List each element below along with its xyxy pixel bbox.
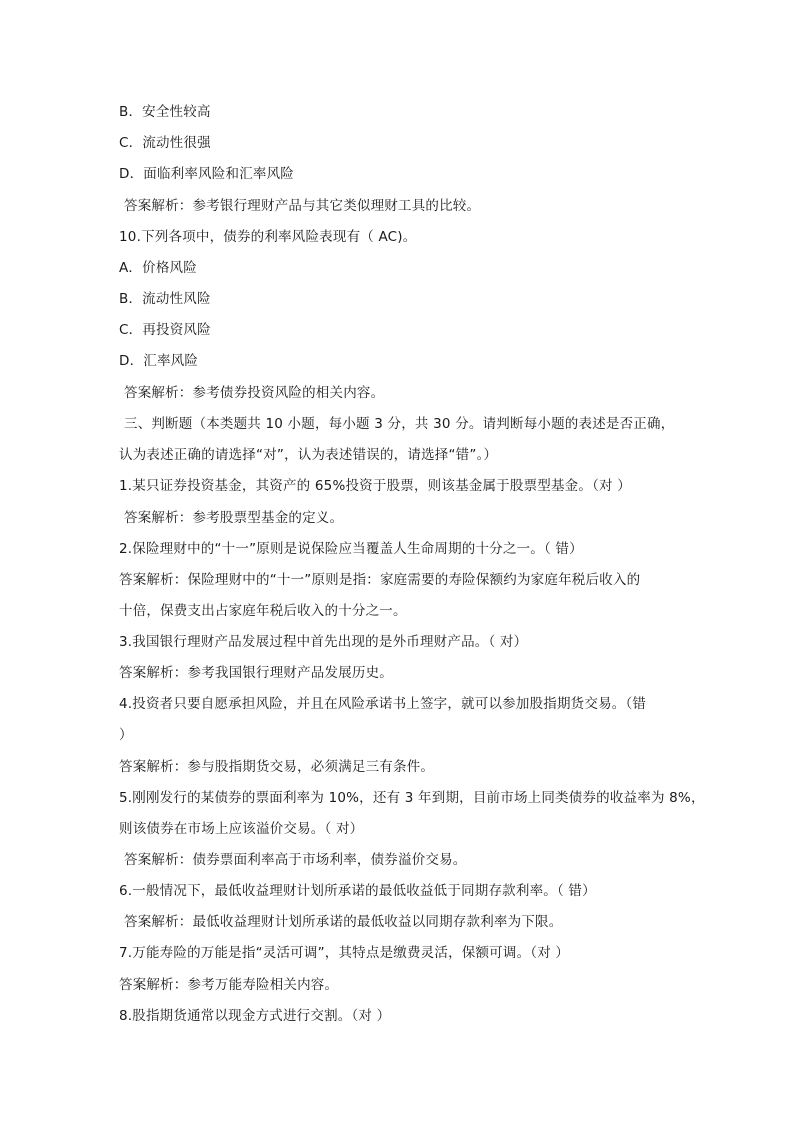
judgment-question-6: 6.一般情况下，最低收益理财计划所承诺的最低收益低于同期存款利率。（ 错）: [119, 883, 596, 899]
section-heading-continued: 认为表述正确的请选择“对”，认为表述错误的，请选择“错”。）: [119, 447, 498, 463]
judgment-question-5-continued: 则该债券在市场上应该溢价交易。（ 对）: [119, 821, 364, 837]
option-a-line: A．价格风险: [119, 260, 197, 276]
answer-explanation: 答案解析：参与股指期货交易，必须满足三有条件。: [119, 759, 435, 775]
answer-explanation: 答案解析：参考万能寿险相关内容。: [119, 977, 339, 993]
answer-explanation: 答案解析：最低收益理财计划所承诺的最低收益以同期存款利率为下限。: [124, 914, 563, 930]
judgment-question-4-continued: ）: [119, 727, 133, 743]
answer-explanation: 答案解析：债券票面利率高于市场利率，债券溢价交易。: [124, 852, 467, 868]
option-c-line: C．再投资风险: [119, 322, 211, 338]
answer-explanation: 答案解析：保险理财中的“十一”原则是指：家庭需要的寿险保额约为家庭年税后收入的: [119, 572, 641, 588]
answer-explanation: 答案解析：参考银行理财产品与其它类似理财工具的比较。: [124, 198, 481, 214]
judgment-question-2: 2.保险理财中的“十一”原则是说保险应当覆盖人生命周期的十分之一。（ 错）: [119, 541, 583, 557]
answer-explanation: 答案解析：参考股票型基金的定义。: [124, 510, 344, 526]
judgment-question-7: 7.万能寿险的万能是指“灵活可调”，其特点是缴费灵活，保额可调。（对 ）: [119, 945, 570, 961]
option-d-line: D．面临利率风险和汇率风险: [119, 166, 294, 182]
section-heading: 三、判断题（本类题共 10 小题，每小题 3 分，共 30 分。请判断每小题的表述是否正确，: [124, 416, 675, 432]
answer-explanation: 答案解析：参考债券投资风险的相关内容。: [124, 385, 385, 401]
answer-explanation-continued: 十倍，保费支出占家庭年税后收入的十分之一。: [119, 603, 407, 619]
judgment-question-8: 8.股指期货通常以现金方式进行交割。（对 ）: [119, 1008, 391, 1024]
answer-explanation: 答案解析：参考我国银行理财产品发展历史。: [119, 665, 393, 681]
option-c-line: C．流动性很强: [119, 135, 211, 151]
judgment-question-5: 5.刚刚发行的某债券的票面利率为 10%，还有 3 年到期，目前市场上同类债券的收益率为 8%，: [119, 790, 705, 806]
judgment-question-4: 4.投资者只要自愿承担风险，并且在风险承诺书上签字，就可以参加股指期货交易。（错: [119, 696, 647, 712]
judgment-question-3: 3.我国银行理财产品发展过程中首先出现的是外币理财产品。（ 对）: [119, 634, 528, 650]
judgment-question-1: 1.某只证券投资基金，其资产的 65%投资于股票，则该基金属于股票型基金。（对 ）: [119, 478, 631, 494]
question-10: 10.下列各项中，债券的利率风险表现有（ AC)。: [119, 229, 417, 245]
option-d-line: D．汇率风险: [119, 353, 199, 369]
option-b-line: B．流动性风险: [119, 291, 211, 307]
option-b-line: B．安全性较高: [119, 104, 211, 120]
